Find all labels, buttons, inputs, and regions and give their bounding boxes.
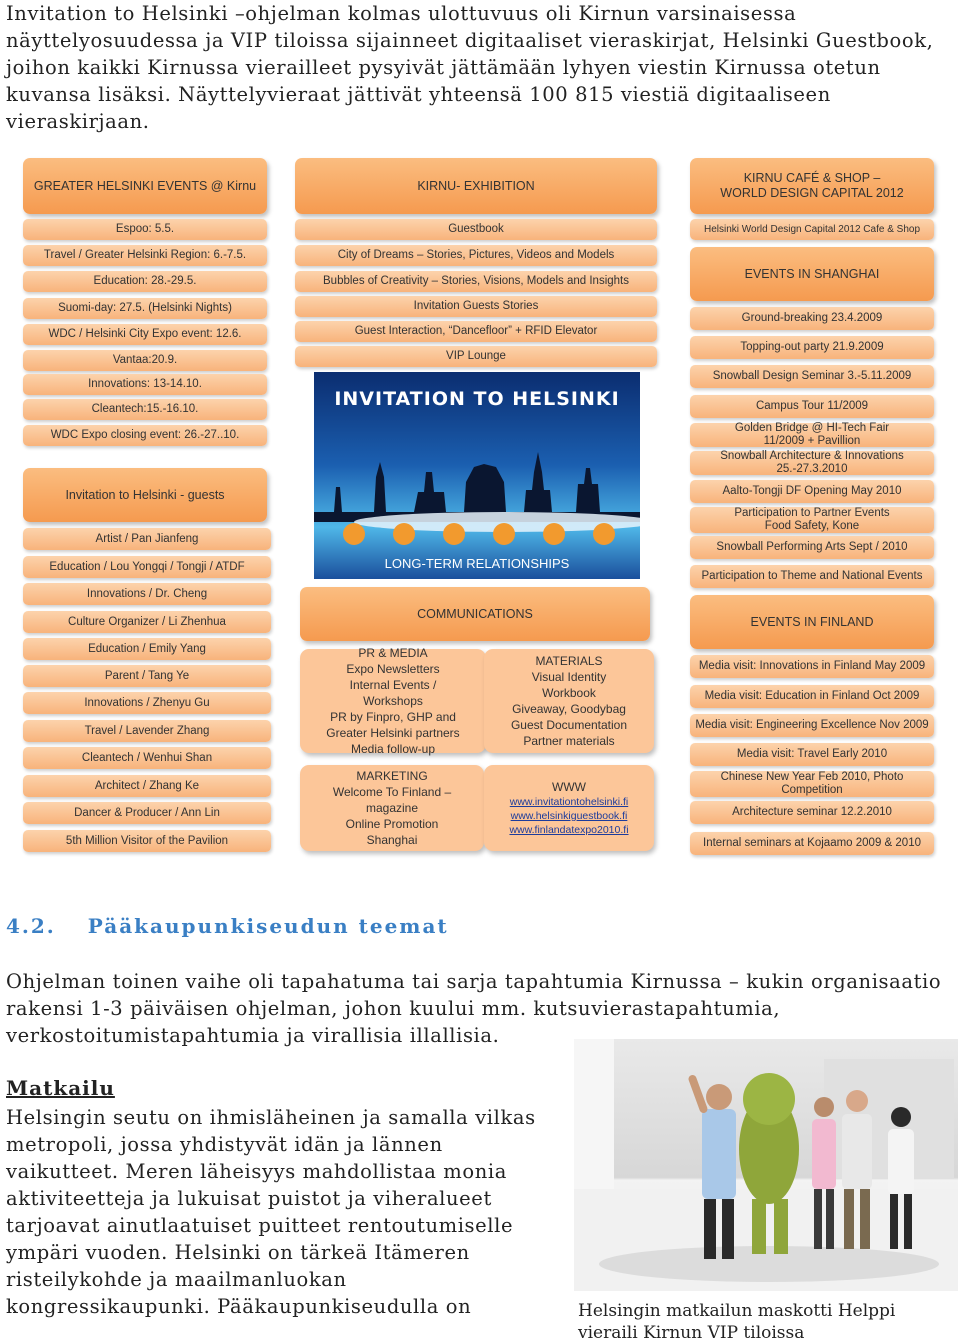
event-item: WDC / Helsinki City Expo event: 12.6.: [23, 324, 267, 345]
shanghai-event: Golden Bridge @ HI-Tech Fair 11/2009 + Pavillion: [690, 423, 934, 447]
event-item: Suomi-day: 27.5. (Helsinki Nights): [23, 298, 267, 319]
marketing-line: Shanghai: [366, 833, 418, 847]
www-label: WWW: [552, 780, 586, 794]
pr-media-box: [300, 646, 486, 756]
www-link[interactable]: www.finlandatexpo2010.fi: [509, 824, 629, 836]
guest-item: Parent / Tang Ye: [23, 665, 271, 687]
guest-item: Innovations / Dr. Cheng: [23, 583, 271, 605]
event-item: Vantaa:20.9.: [23, 350, 267, 371]
materials-box: [484, 649, 654, 753]
exhibition-item: Invitation Guests Stories: [295, 296, 657, 317]
pr-media-line: Media follow-up: [350, 742, 436, 756]
program-paragraph: Ohjelman toinen vaihe oli tapahatuma tai sarja tapahtumia Kirnussa – kukin organisaatio rakensi 1-3 päiväisen ohjelman, johon kuului mm. kutsuvierastapahtumia, verkostoitumistapahtumia ja virallisia illallisia.: [6, 970, 942, 1047]
exhibition-item: Guest Interaction, “Dancefloor” + RFID Elevator: [295, 321, 657, 342]
shanghai-event: Topping-out party 21.9.2009: [690, 336, 934, 359]
pr-media-line: Expo Newsletters: [346, 662, 440, 676]
finland-event: Media visit: Travel Early 2010: [690, 743, 934, 766]
poster-title: INVITATION TO HELSINKI: [334, 388, 620, 410]
shanghai-event: Campus Tour 11/2009: [690, 395, 934, 418]
finland-event: Media visit: Innovations in Finland May 2009: [690, 655, 934, 678]
event-item: Cleantech:15.-16.10.: [23, 399, 267, 420]
invitation-poster: [314, 372, 640, 579]
shanghai-event: Ground-breaking 23.4.2009: [690, 307, 934, 330]
guest-item: Artist / Pan Jianfeng: [23, 528, 271, 550]
exhibition-item: City of Dreams – Stories, Pictures, Videos and Models: [295, 245, 657, 266]
pr-media-line: Greater Helsinki partners: [326, 726, 460, 740]
intro-paragraph: Invitation to Helsinki –ohjelman kolmas ulottuvuus oli Kirnun varsinaisessa näyttelyosuudessa ja VIP tiloissa sijainneet digitaaliset vieraskirjat, Helsinki Guestbook, joihon kaikki Kirnussa vierailleet pysyivät jättämään lyhyen viestin Kirnussa otetun kuvansa lisäksi. Näyttelyvieraat jättivät yhteensä 100 815 viestiä digitaaliseen vieraskirjaan.: [6, 2, 934, 133]
event-item: Travel / Greater Helsinki Region: 6.-7.5.: [23, 245, 267, 266]
pr-media-line: PR & MEDIA: [358, 646, 428, 660]
skyline-illustration: [314, 372, 640, 579]
event-item: Espoo: 5.5.: [23, 219, 267, 240]
exhibition-item: Bubbles of Creativity – Stories, Visions, Models and Insights: [295, 271, 657, 292]
cafe-header: KIRNU CAFÉ & SHOP – WORLD DESIGN CAPITAL 2012: [690, 158, 934, 214]
materials-line: Workbook: [542, 686, 596, 700]
events-header: GREATER HELSINKI EVENTS @ Kirnu: [23, 158, 267, 214]
marketing-line: magazine: [365, 801, 419, 815]
pr-media-line: Internal Events /: [349, 678, 437, 692]
finland-event: Media visit: Engineering Excellence Nov 2009: [690, 714, 934, 737]
exhibition-item: VIP Lounge: [295, 346, 657, 367]
guest-item: Education / Emily Yang: [23, 638, 271, 660]
marketing-line: Welcome To Finland –: [332, 785, 452, 799]
mascot-photo: [574, 1039, 958, 1291]
marketing-box: [300, 765, 484, 851]
www-link[interactable]: www.helsinkiguestbook.fi: [510, 810, 628, 822]
pr-media-line: PR by Finpro, GHP and: [330, 710, 456, 724]
finland-event: Internal seminars at Kojaamo 2009 & 2010: [690, 832, 934, 855]
materials-line: MATERIALS: [535, 654, 603, 668]
materials-line: Guest Documentation: [510, 718, 628, 732]
shanghai-event: Snowball Performing Arts Sept / 2010: [690, 536, 934, 559]
guest-item: Travel / Lavender Zhang: [23, 720, 271, 742]
event-item: Education: 28.-29.5.: [23, 271, 267, 292]
finland-event: Chinese New Year Feb 2010, Photo Competition: [690, 771, 934, 797]
shanghai-header: EVENTS IN SHANGHAI: [690, 247, 934, 301]
guest-item: 5th Million Visitor of the Pavilion: [23, 830, 271, 852]
event-item: Innovations: 13-14.10.: [23, 374, 267, 395]
section-heading: [6, 914, 449, 938]
guest-item: Culture Organizer / Li Zhenhua: [23, 611, 271, 633]
mascot-photo-illustration: [574, 1039, 958, 1291]
guest-item: Education / Lou Yongqi / Tongji / ATDF: [23, 556, 271, 578]
guest-item: Cleantech / Wenhui Shan: [23, 747, 271, 769]
finland-event: Media visit: Education in Finland Oct 2009: [690, 685, 934, 708]
shanghai-event: Participation to Partner Events Food Safety, Kone: [690, 507, 934, 533]
guest-item: Innovations / Zhenyu Gu: [23, 692, 271, 714]
materials-line: Partner materials: [523, 734, 615, 748]
www-link[interactable]: www.invitationtohelsinki.fi: [509, 796, 629, 808]
shanghai-event: Snowball Design Seminar 3.-5.11.2009: [690, 365, 934, 388]
guest-item: Architect / Zhang Ke: [23, 775, 271, 797]
materials-line: Giveaway, Goodybag: [512, 702, 626, 716]
communications-header: COMMUNICATIONS: [300, 587, 650, 641]
guest-item: Dancer & Producer / Ann Lin: [23, 802, 271, 824]
poster-subtitle: LONG-TERM RELATIONSHIPS: [384, 556, 570, 571]
pr-media-line: Workshops: [363, 694, 423, 708]
photo-caption: Helsingin matkailun maskotti Helppi vieraili Kirnun VIP tiloissa: [578, 1301, 896, 1343]
section-title: Pääkaupunkiseudun teemat: [87, 914, 449, 938]
materials-line: Visual Identity: [531, 670, 607, 684]
exhibition-item: Guestbook: [295, 219, 657, 240]
shanghai-event: Snowball Architecture & Innovations 25.-27.3.2010: [690, 451, 934, 475]
shanghai-event: Participation to Theme and National Events: [690, 565, 934, 588]
guests-header: Invitation to Helsinki - guests: [23, 468, 267, 522]
www-box: [484, 765, 654, 851]
finland-event: Architecture seminar 12.2.2010: [690, 801, 934, 824]
marketing-line: MARKETING: [356, 769, 428, 783]
marketing-line: Online Promotion: [345, 817, 439, 831]
exhibition-header: KIRNU- EXHIBITION: [295, 158, 657, 214]
event-item: WDC Expo closing event: 26.-27..10.: [23, 425, 267, 446]
cafe-item: Helsinki World Design Capital 2012 Cafe & Shop: [690, 219, 934, 240]
subheading-matkailu: Matkailu: [6, 1076, 115, 1100]
section-number: 4.2.: [6, 914, 56, 938]
finland-header: EVENTS IN FINLAND: [690, 595, 934, 649]
tourism-paragraph: Helsingin seutu on ihmisläheinen ja samalla vilkas metropoli, jossa yhdistyvät idän ja lännen vaikutteet. Meren läheisyys mahdollistaa monia aktiviteetteja ja lukuisat puistot ja viheralueet tarjoavat ainutlaatuiset puitteet rentoutumiselle ympäri vuoden. Helsinki on tärkeä Itämeren risteilykohde ja maailmanluokan kongressikaupunki. Pääkaupunkiseudulla on: [6, 1106, 536, 1318]
shanghai-event: Aalto-Tongji DF Opening May 2010: [690, 480, 934, 503]
program-diagram: [20, 155, 940, 860]
